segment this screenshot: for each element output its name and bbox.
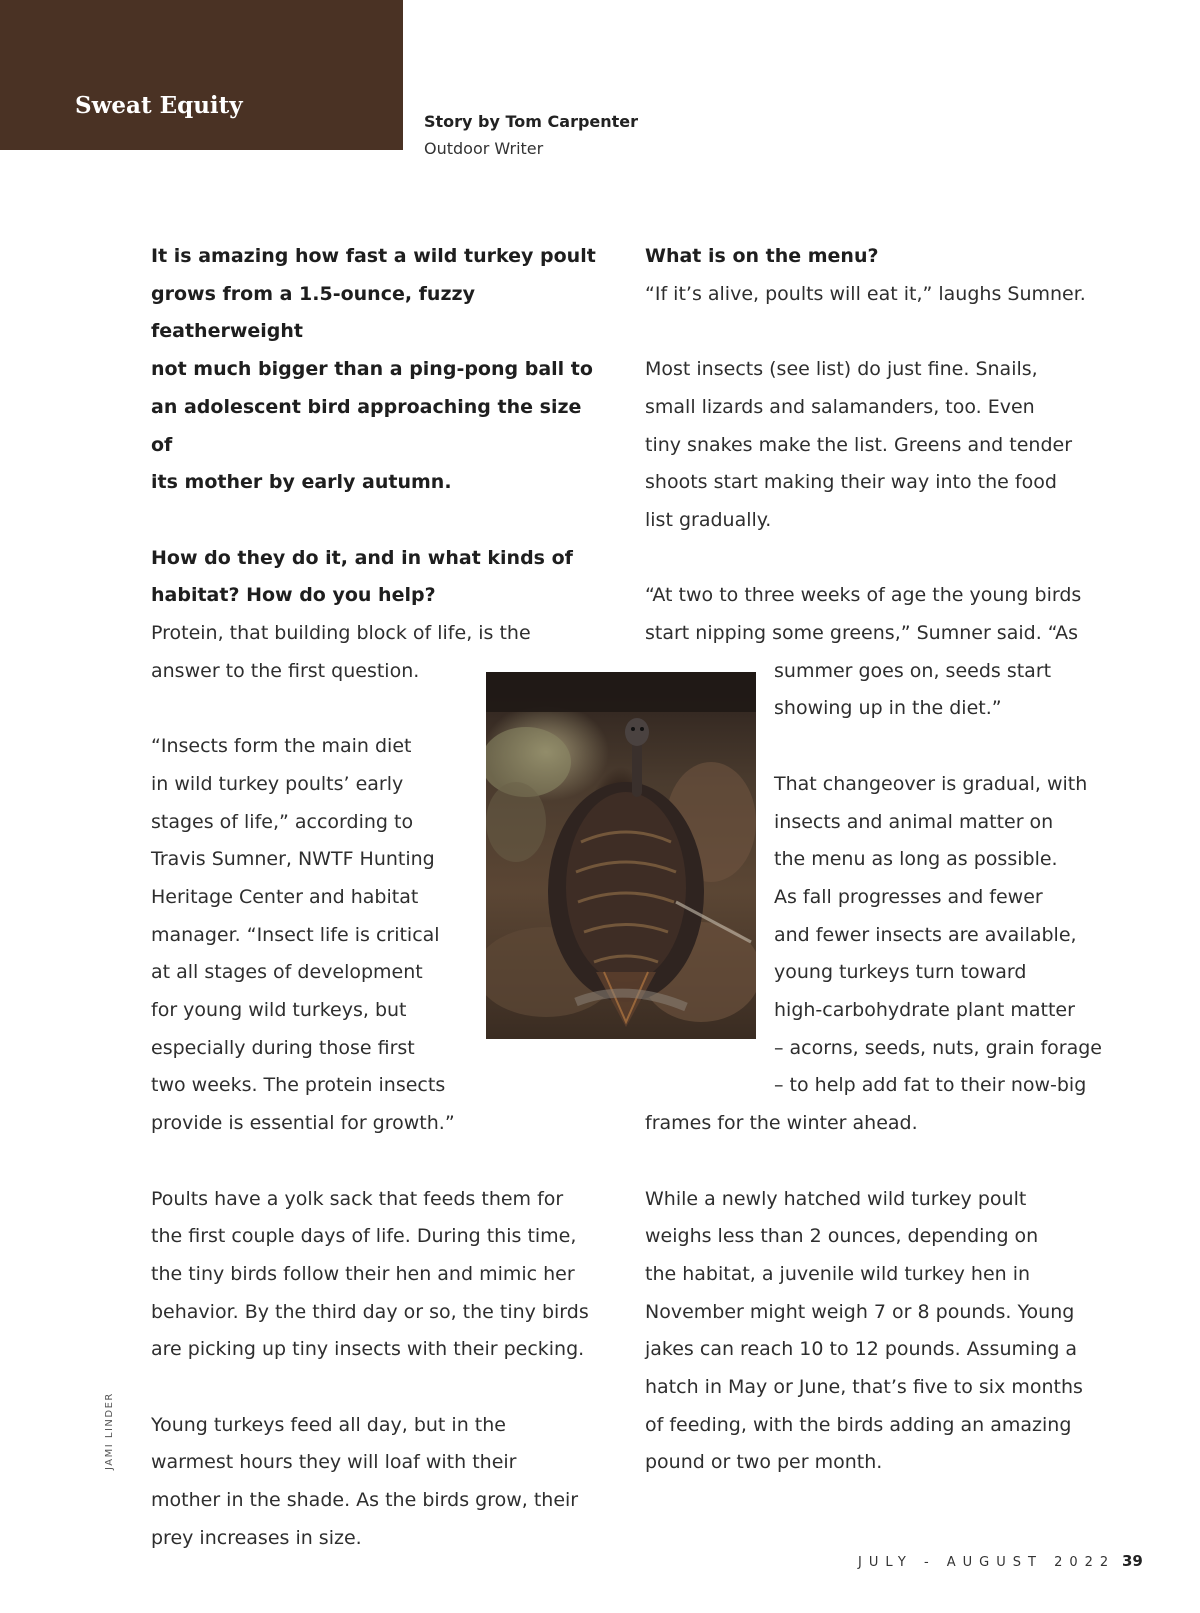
text-line: While a newly hatched wild turkey poult <box>645 1187 1027 1210</box>
quote-paragraph <box>151 728 456 1143</box>
text-line: stages of life,” according to <box>151 810 414 833</box>
text-line: Protein, that building block of life, is the <box>151 622 531 645</box>
author-role: Outdoor Writer <box>424 139 544 158</box>
question-heading <box>151 540 606 615</box>
text-line: “Insects form the main diet <box>151 735 412 758</box>
text-line: of feeding, with the birds adding an amazing <box>645 1413 1072 1436</box>
text-line: small lizards and salamanders, too. Even <box>645 395 1035 418</box>
text-line: manager. “Insect life is critical <box>151 923 440 946</box>
text-line: in wild turkey poults’ early <box>151 772 404 795</box>
text-line: prey increases in size. <box>151 1526 362 1549</box>
text-line: – acorns, seeds, nuts, grain forage <box>774 1036 1102 1059</box>
heading-line: habitat? How do you help? <box>151 584 436 607</box>
text-line: November might weigh 7 or 8 pounds. Young <box>645 1300 1075 1323</box>
text-line: are picking up tiny insects with their pecking. <box>151 1338 585 1361</box>
lead-line: not much bigger than a ping-pong ball to <box>151 358 593 381</box>
text-line: high-carbohydrate plant matter <box>774 999 1075 1022</box>
section-tag <box>0 0 403 150</box>
text-line: mother in the shade. As the birds grow, their <box>151 1489 579 1512</box>
text-line: “If it’s alive, poults will eat it,” laughs Sumner. <box>645 282 1086 305</box>
text-line: showing up in the diet.” <box>774 697 1002 720</box>
lead-paragraph <box>151 238 606 502</box>
text-line: young turkeys turn toward <box>774 961 1027 984</box>
paragraph <box>645 351 1110 540</box>
turkey-photo <box>486 672 756 1039</box>
text-line: “At two to three weeks of age the young birds <box>645 584 1082 607</box>
section-title: Sweat Equity <box>75 92 243 119</box>
text-line: the menu as long as possible. <box>774 848 1058 871</box>
text-line: jakes can reach 10 to 12 pounds. Assuming a <box>645 1338 1078 1361</box>
text-line: pound or two per month. <box>645 1451 883 1474</box>
text-line: As fall progresses and fewer <box>774 885 1043 908</box>
text-line: provide is essential for growth.” <box>151 1112 455 1135</box>
turkey-illustration <box>486 672 756 1039</box>
text-line: Young turkeys feed all day, but in the <box>151 1413 506 1436</box>
paragraph <box>151 1181 606 1370</box>
text-line: shoots start making their way into the food <box>645 471 1057 494</box>
text-line: hatch in May or June, that’s five to six months <box>645 1376 1083 1399</box>
text-line: insects and animal matter on <box>774 810 1054 833</box>
menu-heading: What is on the menu? <box>645 245 879 267</box>
text-line: Travis Sumner, NWTF Hunting <box>151 848 435 871</box>
text-line: warmest hours they will loaf with their <box>151 1451 517 1474</box>
byline <box>424 108 638 162</box>
text-line: start nipping some greens,” Sumner said. “As <box>645 622 1079 644</box>
paragraph <box>151 1407 606 1558</box>
text-line: Heritage Center and habitat <box>151 885 419 908</box>
text-line: and fewer insects are available, <box>774 923 1077 946</box>
lead-line: its mother by early autumn. <box>151 471 452 494</box>
text-line: for young wild turkeys, but <box>151 999 407 1022</box>
text-line: Most insects (see list) do just fine. Snails, <box>645 358 1038 381</box>
text-line: two weeks. The protein insects <box>151 1074 446 1097</box>
text-line: frames for the winter ahead. <box>645 1112 918 1135</box>
text-line: That changeover is gradual, with <box>774 772 1088 795</box>
paragraph <box>645 1181 1110 1483</box>
text-line: the tiny birds follow their hen and mimic her <box>151 1262 575 1285</box>
text-line: behavior. By the third day or so, the tiny birds <box>151 1300 589 1323</box>
text-line: answer to the first question. <box>151 659 420 682</box>
text-line: especially during those first <box>151 1036 415 1059</box>
text-line: Poults have a yolk sack that feeds them for <box>151 1187 564 1210</box>
author-line: Story by Tom Carpenter <box>424 112 639 131</box>
lead-line: grows from a 1.5-ounce, fuzzy featherweight <box>151 282 475 343</box>
text-line: summer goes on, seeds start <box>774 659 1052 682</box>
text-line: – to help add fat to their now-big <box>774 1074 1087 1097</box>
text-line: at all stages of development <box>151 961 423 984</box>
photo-credit: JAMI LINDER <box>104 1392 115 1470</box>
text-line: tiny snakes make the list. Greens and tender <box>645 433 1073 456</box>
text-line: the habitat, a juvenile wild turkey hen in <box>645 1262 1031 1285</box>
issue-date: JULY - AUGUST 2022 <box>858 1555 1116 1570</box>
text-line: the first couple days of life. During this time, <box>151 1225 577 1248</box>
heading-line: How do they do it, and in what kinds of <box>151 546 573 569</box>
text-line: weighs less than 2 ounces, depending on <box>645 1225 1039 1248</box>
page-number: 39 <box>1122 1552 1143 1570</box>
lead-line: It is amazing how fast a wild turkey poult <box>151 245 596 267</box>
lead-line: an adolescent bird approaching the size of <box>151 395 582 456</box>
text-line: list gradually. <box>645 508 772 531</box>
